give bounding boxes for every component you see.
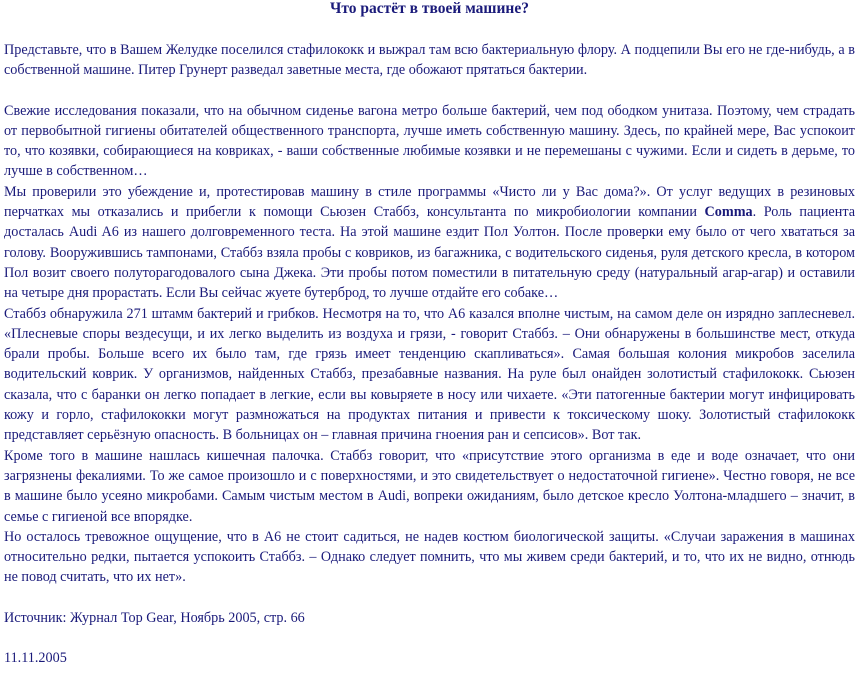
article [4, 0, 855, 668]
paragraph-3: Стаббз обнаружила 271 штамм бактерий и грибков. Несмотря на то, что A6 казался вполне чистым, на самом деле он изрядно заплесневел. «Плесневые споры вездесущи, и их легко выделить из воздуха и грязи, - говорит Стаббз. – Они обнаружены в большинстве мест, откуда брали пробы. Больше всего их было там, где грязь имеет тенденцию скапливаться». Самая большая колония микробов заселила водительский коврик. У организмов, найденных Стаббз, презабавные названия. На руле был онайден золотистый стафилококк. Сьюзен сказала, что с баранки он легко попадает в легкие, если вы ковыряете в носу или чихаете. «Эти патогенные бактерии могут инфицировать кожу и горло, стафилококки могут размножаться на продуктах питания и привести к токсическому шоку. Золотистый стафилококк представляет серьёзную опасность. В больницах он – главная причина гноения ран и сепсисов». Вот так. [4, 305, 855, 444]
article-title: Что растёт в твоей машине? [330, 0, 529, 17]
article-date: 11.11.2005 [4, 650, 67, 667]
paragraph-4: Кроме того в машине нашлась кишечная палочка. Стаббз говорит, что «присутствие этого организма в еде и воде означает, что они загрязнены фекалиями. То же самое произошло и с поверхностями, и это свидетельствует о недостаточной гигиене». Честно говоря, не все в машине было усеяно микробами. Самым чистым местом в Audi, вопреки ожиданиям, было детское кресло Уолтона-младшего – значит, в семье с гигиеной все впорядке. [4, 447, 855, 525]
article-intro: Представьте, что в Вашем Желудке поселился стафилококк и выжрал там всю бактериальную флору. А подцепили Вы его не где-нибудь, а в собственной машине. Питер Грунерт разведал заветные места, где обожают прятаться бактерии. [4, 42, 855, 79]
paragraph-2-start: Мы проверили это убеждение и, протестировав машину в стиле программы «Чисто ли у Вас дома?». От услуг ведущих в резиновых перчатках мы отказались и прибегли к помощи Сьюзен Стаббз, консультанта по микробиологии компании [4, 183, 855, 221]
paragraph-1: Свежие исследования показали, что на обычном сиденье вагона метро больше бактерий, чем под ободком унитаза. Поэтому, чем страдать от первобытной гигиены обитателей общественного транспорта, лучше иметь собственную машину. Здесь, по крайней мере, Вас успокоит то, что козявки, собирающиеся на ковриках, - ваши собственные любимые козявки и не перемешаны с чужими. Если и сидеть в дерьме, то лучше в собственном… [4, 102, 855, 180]
company-name: Comma [704, 204, 753, 221]
paragraph-2-end: . Роль пациента досталась Audi A6 из нашего долговременного теста. На этой машине ездит Пол Уолтон. После проверки ему было от чего хвататься за голову. Вооружившись тампонами, Стаббз взяла пробы с ковриков, из багажника, с водительского сиденья, руля детского кресла, в котором Пол возит своего полуторагодовалого сына Джека. Эти пробы потом поместили в питательную среду (натуральный агар-агар) и оставили на четыре дня прорастать. Если Вы сейчас жуете бутерброд, то лучше отдайте его собаке… [4, 204, 855, 302]
paragraph-5: Но осталось тревожное ощущение, что в A6 не стоит садиться, не надев костюм биологической защиты. «Случаи заражения в машинах относительно редки, пытается успокоить Стаббз. – Однако следует помнить, что мы живем среди бактерий, и то, что их не видно, отнюдь не повод считать, что их нет». [4, 528, 855, 586]
paragraph-2 [4, 182, 855, 304]
article-source: Источник: Журнал Top Gear, Ноябрь 2005, стр. 66 [4, 609, 305, 626]
